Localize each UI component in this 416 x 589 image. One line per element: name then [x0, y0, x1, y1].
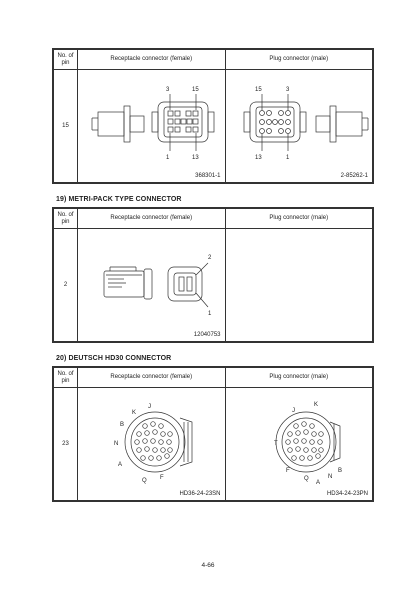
- receptacle-15pin-drawing: [86, 76, 226, 176]
- receptacle-label-B: B: [120, 422, 125, 428]
- header-plug: Plug connector (male): [225, 368, 373, 388]
- receptacle-label-J: J: [148, 404, 151, 410]
- connector-table-2pin: [52, 207, 374, 343]
- plug-label-J: J: [291, 408, 295, 414]
- plug-15pin-drawing: [232, 76, 372, 176]
- receptacle-label-2: 2: [208, 255, 212, 261]
- plug-label-B: B: [337, 468, 342, 474]
- receptacle-label-A: A: [118, 462, 123, 468]
- pin-count: 15: [54, 70, 78, 183]
- plug-label-15: 15: [254, 87, 262, 93]
- header-no-of-pin: No. of pin: [54, 209, 78, 229]
- section-title-metri-pack: 19) METRI-PACK TYPE CONNECTOR: [56, 196, 182, 203]
- plug-label-F: F: [285, 468, 290, 474]
- header-plug: Plug connector (male): [225, 209, 373, 229]
- receptacle-part-number: HD36-24-23SN: [179, 491, 221, 497]
- plug-label-1: 1: [285, 155, 289, 161]
- plug-label-T: T: [273, 441, 278, 447]
- receptacle-label-1: 1: [166, 155, 170, 161]
- section-title-deutsch-hd30: 20) DEUTSCH HD30 CONNECTOR: [56, 355, 172, 362]
- connector-table-23pin: [52, 366, 374, 502]
- plug-cell: [225, 388, 373, 501]
- receptacle-cell: [78, 70, 226, 183]
- plug-part-number: 2-85262-1: [340, 173, 368, 179]
- receptacle-part-number: 12040753: [193, 332, 221, 338]
- receptacle-label-3: 3: [166, 87, 170, 93]
- receptacle-label-N: N: [114, 441, 119, 447]
- receptacle-part-number: 368301-1: [195, 173, 221, 179]
- pin-count: 23: [54, 388, 78, 501]
- receptacle-label-F: F: [160, 475, 164, 481]
- header-no-of-pin: No. of pin: [54, 368, 78, 388]
- receptacle-23pin-drawing: [100, 392, 230, 492]
- header-no-of-pin: No. of pin: [54, 50, 78, 70]
- plug-label-3: 3: [285, 87, 289, 93]
- page-number: 4-66: [201, 562, 215, 569]
- plug-label-K: K: [313, 402, 318, 408]
- header-receptacle: Receptacle connector (female): [78, 50, 226, 70]
- receptacle-2pin-drawing: [96, 245, 226, 330]
- plug-label-Q: Q: [303, 476, 309, 482]
- header-receptacle: Receptacle connector (female): [78, 368, 226, 388]
- plug-label-N: N: [327, 474, 332, 480]
- plug-cell: [225, 70, 373, 183]
- plug-part-number: HD34-24-23PN: [326, 491, 368, 497]
- plug-23pin-drawing: [236, 392, 366, 492]
- receptacle-cell: [78, 229, 226, 342]
- receptacle-label-K: K: [132, 410, 137, 416]
- receptacle-label-13: 13: [192, 155, 199, 161]
- receptacle-label-1: 1: [208, 311, 212, 317]
- connector-table-15pin: [52, 48, 374, 184]
- header-plug: Plug connector (male): [225, 50, 373, 70]
- plug-label-13: 13: [254, 155, 262, 161]
- receptacle-label-Q: Q: [142, 478, 147, 484]
- receptacle-label-15: 15: [192, 87, 199, 93]
- receptacle-cell: [78, 388, 226, 501]
- header-receptacle: Receptacle connector (female): [78, 209, 226, 229]
- plug-label-A: A: [315, 480, 320, 486]
- pin-count: 2: [54, 229, 78, 342]
- plug-cell: [225, 229, 373, 342]
